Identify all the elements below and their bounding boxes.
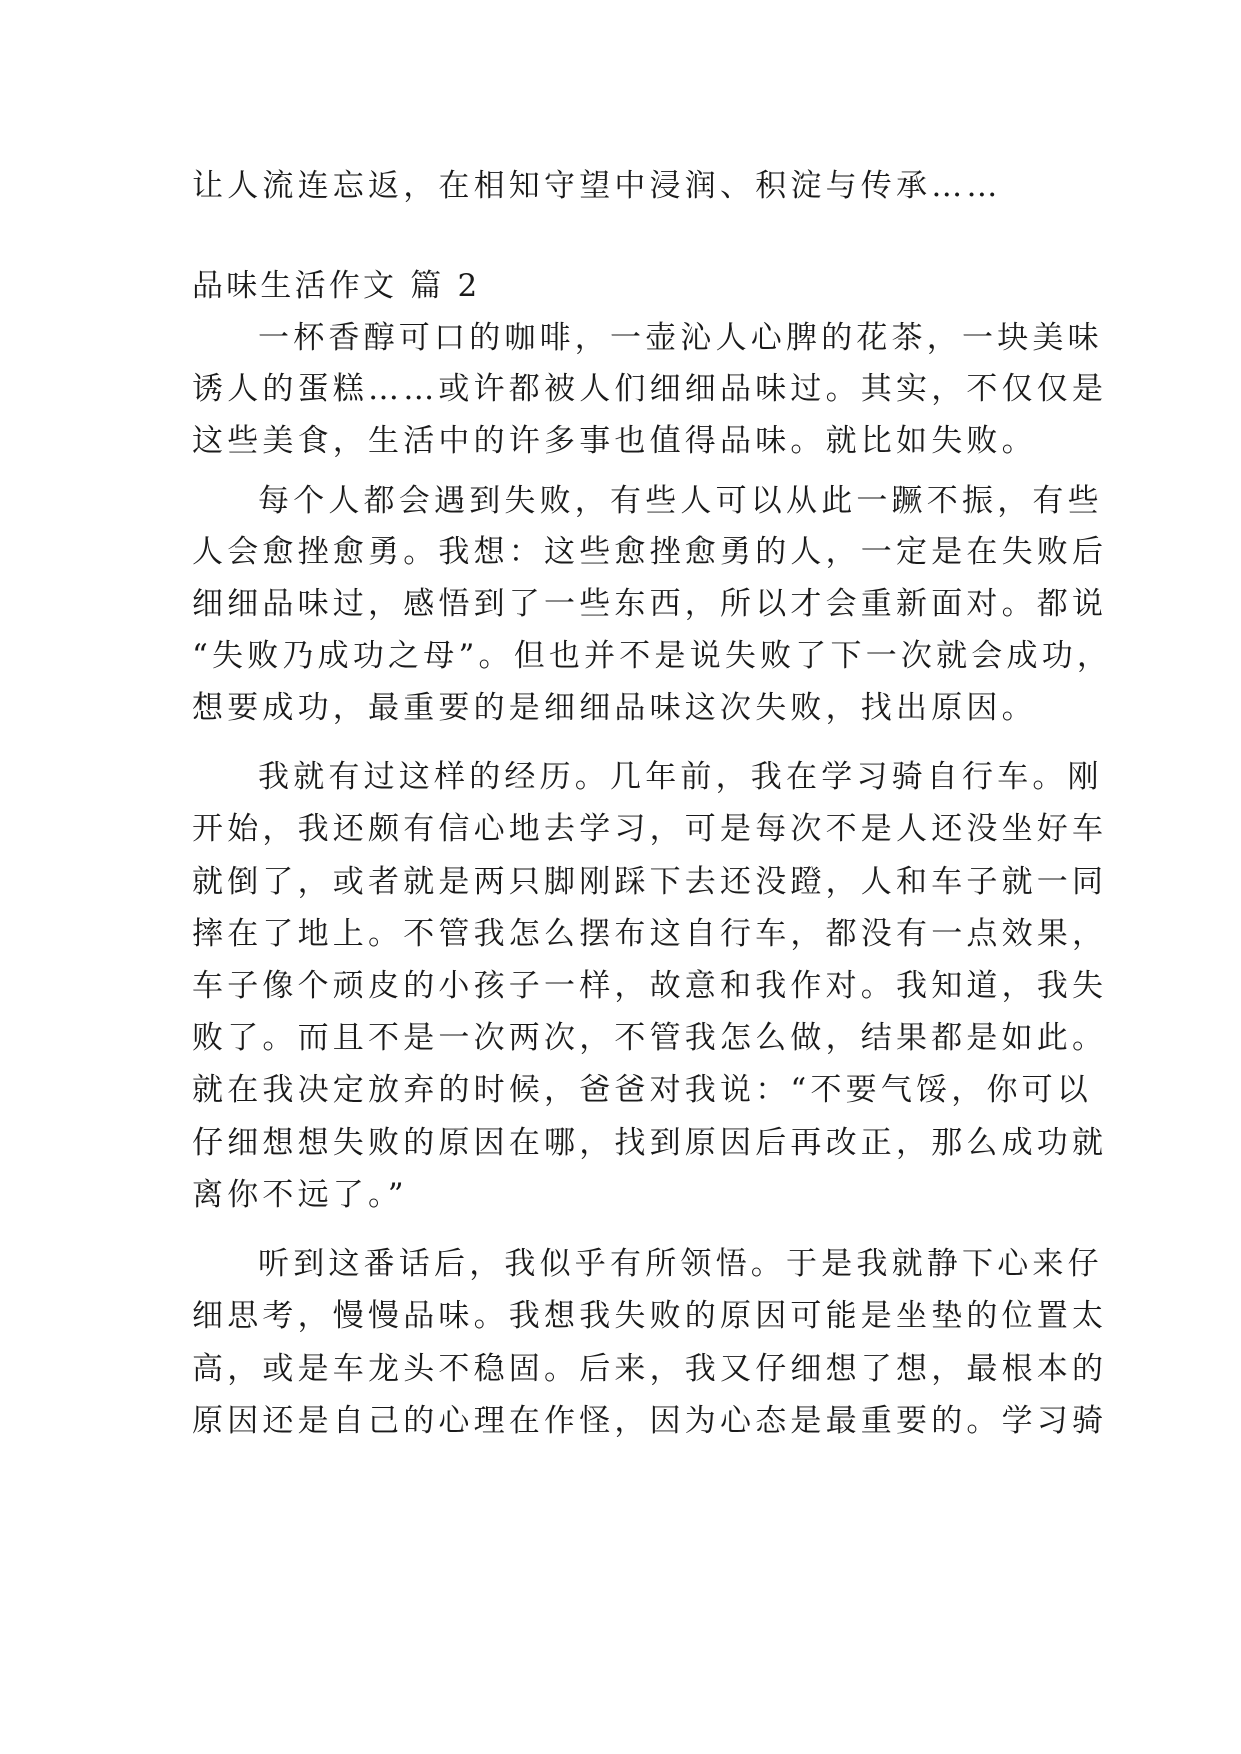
paragraph-line: 细细品味过，感悟到了一些东西，所以才会重新面对。都说 <box>192 586 1108 622</box>
paragraph-line: 每个人都会遇到失败，有些人可以从此一蹶不振，有些 <box>258 483 1103 519</box>
paragraph-line: 离你不远了。” <box>192 1177 408 1213</box>
paragraph-line: “失败乃成功之母”。但也并不是说失败了下一次就会成功， <box>192 638 1113 674</box>
paragraph-line: 想要成功，最重要的是细细品味这次失败，找出原因。 <box>192 690 1037 726</box>
paragraph-line: 原因还是自己的心理在作怪，因为心态是最重要的。学习骑 <box>192 1403 1108 1439</box>
paragraph-line: 败了。而且不是一次两次，不管我怎么做，结果都是如此。 <box>192 1020 1108 1056</box>
section-title: 品味生活作文 篇 2 <box>192 268 481 304</box>
paragraph-line: 我就有过这样的经历。几年前，我在学习骑自行车。刚 <box>258 759 1103 795</box>
paragraph-line: 细思考，慢慢品味。我想我失败的原因可能是坐垫的位置太 <box>192 1298 1108 1334</box>
paragraph-line: 摔在了地上。不管我怎么摆布这自行车，都没有一点效果， <box>192 916 1108 952</box>
paragraph-line: 高，或是车龙头不稳固。后来，我又仔细想了想，最根本的 <box>192 1351 1108 1387</box>
paragraph-line: 听到这番话后，我似乎有所领悟。于是我就静下心来仔 <box>258 1246 1103 1282</box>
paragraph-line: 一杯香醇可口的咖啡，一壶沁人心脾的花茶，一块美味 <box>258 320 1103 356</box>
paragraph-line: 诱人的蛋糕……或许都被人们细细品味过。其实，不仅仅是 <box>192 371 1108 407</box>
paragraph-line: 就在我决定放弃的时候，爸爸对我说：“不要气馁，你可以 <box>192 1072 1093 1108</box>
paragraph-line: 就倒了，或者就是两只脚刚踩下去还没蹬，人和车子就一同 <box>192 864 1108 900</box>
paragraph-line: 人会愈挫愈勇。我想：这些愈挫愈勇的人，一定是在失败后 <box>192 534 1108 570</box>
paragraph-line: 车子像个顽皮的小孩子一样，故意和我作对。我知道，我失 <box>192 968 1108 1004</box>
paragraph-line: 开始，我还颇有信心地去学习，可是每次不是人还没坐好车 <box>192 811 1108 847</box>
paragraph-line: 这些美食，生活中的许多事也值得品味。就比如失败。 <box>192 423 1037 459</box>
opening-line: 让人流连忘返，在相知守望中浸润、积淀与传承…… <box>192 168 1002 204</box>
paragraph-line: 仔细想想失败的原因在哪，找到原因后再改正，那么成功就 <box>192 1125 1108 1161</box>
